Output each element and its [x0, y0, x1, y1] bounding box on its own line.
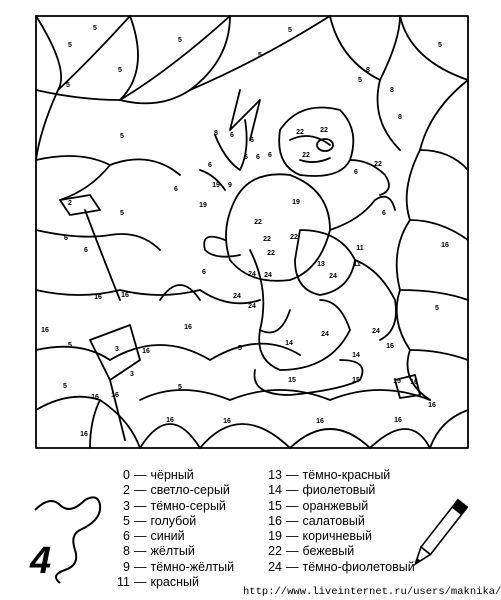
legend-dash: —	[134, 575, 147, 590]
region-number: 16	[111, 391, 119, 399]
legend-color-name: фиолетовый	[302, 483, 376, 498]
legend-dash: —	[286, 468, 299, 482]
legend-item	[260, 483, 415, 498]
legend-number: 11	[117, 575, 130, 590]
legend-dash: —	[286, 498, 299, 513]
region-number: 5	[435, 304, 439, 312]
legend-number: 14	[268, 483, 282, 498]
legend-color-name: красный	[150, 575, 199, 590]
region-number: 22	[302, 151, 310, 159]
legend-number: 9	[123, 559, 130, 574]
legend-dash: —	[134, 559, 147, 574]
legend-dash: —	[134, 529, 147, 544]
region-number: 15	[352, 376, 360, 384]
region-number: 24	[329, 272, 337, 280]
region-number: 16	[80, 430, 88, 438]
legend-dash: —	[134, 483, 147, 498]
region-number: 5	[120, 209, 124, 217]
legend-item	[108, 544, 234, 559]
legend-color-name: тёмно-серый	[150, 498, 226, 513]
legend-color-name: тёмно-красный	[302, 468, 391, 482]
legend-item	[260, 514, 415, 529]
region-number: 24	[321, 330, 329, 338]
region-number: 8	[214, 129, 218, 137]
legend-color-name: тёмно-фиолетовый	[302, 559, 415, 574]
legend-item	[260, 468, 415, 483]
squiggle-line-icon	[30, 495, 110, 585]
region-number: 3	[115, 345, 119, 353]
region-number: 5	[120, 132, 124, 140]
region-number: 22	[263, 235, 271, 243]
region-number: 5	[68, 341, 72, 349]
legend-number: 19	[268, 529, 282, 544]
pencil-icon	[408, 490, 468, 580]
color-legend-left	[108, 468, 234, 590]
legend-number: 15	[268, 498, 282, 513]
legend-item	[260, 560, 415, 575]
region-number: 16	[394, 416, 402, 424]
region-number: 6	[202, 268, 206, 276]
region-number: 24	[248, 302, 256, 310]
region-number: 16	[386, 342, 394, 350]
region-number: 16	[428, 401, 436, 409]
legend-item	[108, 468, 234, 483]
legend-dash: —	[134, 544, 147, 559]
region-number: 24	[264, 271, 272, 279]
source-url: http://www.liveinternet.ru/users/maknika/	[243, 586, 501, 598]
region-number: 16	[41, 326, 49, 334]
legend-dash: —	[286, 559, 299, 574]
legend-item	[108, 483, 234, 498]
region-number: 6	[208, 161, 212, 169]
legend-number: 0	[123, 468, 130, 482]
region-number: 16	[184, 323, 192, 331]
region-number: 5	[66, 81, 70, 89]
legend-number: 5	[123, 513, 130, 528]
region-number: 5	[358, 76, 362, 84]
region-number: 14	[352, 351, 360, 359]
region-number: 16	[441, 241, 449, 249]
region-number: 16	[121, 291, 129, 299]
region-number: 22	[296, 128, 304, 136]
region-number: 6	[268, 151, 272, 159]
region-number: 5	[178, 36, 182, 44]
legend-number: 24	[268, 559, 282, 574]
region-number: 9	[228, 181, 232, 189]
legend-number: 22	[268, 544, 282, 559]
region-number: 24	[372, 327, 380, 335]
region-number: 6	[250, 136, 254, 144]
region-number: 11	[353, 260, 361, 268]
region-number: 5	[178, 383, 182, 391]
legend-color-name: салатовый	[302, 513, 365, 528]
region-number: 14	[285, 339, 293, 347]
region-number: 19	[292, 198, 300, 206]
legend-dash: —	[286, 513, 299, 528]
legend-dash: —	[286, 483, 299, 498]
legend-number: 8	[123, 544, 130, 559]
region-number: 16	[410, 378, 418, 386]
region-number: 24	[248, 270, 256, 278]
region-number: 6	[230, 131, 234, 139]
legend-dash: —	[134, 513, 147, 528]
region-number: 22	[374, 160, 382, 168]
legend-dash: —	[286, 529, 299, 544]
legend-number: 13	[268, 468, 282, 482]
legend-number: 6	[123, 529, 130, 544]
region-number: 5	[258, 51, 262, 59]
region-number: 2	[68, 199, 72, 207]
region-numbers	[41, 25, 449, 438]
legend-color-name: синий	[150, 529, 185, 544]
legend-item	[260, 544, 415, 559]
legend-item	[108, 514, 234, 529]
region-number: 22	[267, 249, 275, 257]
legend-number: 3	[123, 498, 130, 513]
region-number: 6	[244, 153, 248, 161]
legend-color-name: бежевый	[302, 544, 355, 559]
legend-dash: —	[134, 468, 147, 482]
region-number: 13	[317, 260, 325, 268]
legend-color-name: тёмно-жёлтый	[150, 559, 235, 574]
region-number: 6	[354, 168, 358, 176]
legend-color-name: жёлтый	[150, 544, 195, 559]
region-number: 6	[382, 209, 386, 217]
region-number: 11	[356, 244, 364, 252]
region-number: 5	[288, 26, 292, 34]
region-number: 5	[118, 66, 122, 74]
region-number: 16	[91, 393, 99, 401]
region-number: 8	[398, 113, 402, 121]
region-number: 8	[390, 86, 394, 94]
region-number: 24	[233, 292, 241, 300]
legend-color-name: чёрный	[150, 468, 194, 482]
legend-item	[108, 499, 234, 514]
region-number: 3	[130, 370, 134, 378]
region-number: 5	[238, 344, 242, 352]
page-number: 4	[30, 540, 52, 582]
region-number: 16	[94, 293, 102, 301]
region-number: 19	[212, 181, 220, 189]
legend-item	[108, 529, 234, 544]
region-number: 6	[174, 185, 178, 193]
legend-color-name: коричневый	[302, 529, 372, 544]
legend-dash: —	[134, 498, 147, 513]
region-number: 5	[68, 41, 72, 49]
region-number: 6	[256, 153, 260, 161]
region-number: 5	[438, 41, 442, 49]
region-number: 15	[393, 377, 401, 385]
legend-dash: —	[286, 544, 299, 559]
legend-color-name: светло-серый	[150, 483, 230, 498]
region-number: 19	[199, 201, 207, 209]
color-legend-right	[260, 468, 415, 575]
legend-number: 2	[123, 483, 130, 498]
legend-color-name: голубой	[150, 513, 197, 528]
region-number: 16	[316, 417, 324, 425]
region-number: 16	[223, 417, 231, 425]
region-number: 22	[290, 233, 298, 241]
region-number: 22	[320, 126, 328, 134]
region-number: 5	[93, 24, 97, 32]
region-number: 16	[142, 347, 150, 355]
region-number: 6	[64, 234, 68, 242]
legend-color-name: оранжевый	[302, 498, 369, 513]
region-number: 22	[254, 218, 262, 226]
region-number: 8	[366, 66, 370, 74]
legend-item	[108, 575, 234, 590]
region-number: 15	[288, 376, 296, 384]
region-number: 5	[63, 382, 67, 390]
legend-item	[108, 560, 234, 575]
region-number: 16	[166, 416, 174, 424]
region-number: 6	[84, 246, 88, 254]
legend-item	[260, 499, 415, 514]
legend-number: 16	[268, 513, 282, 528]
legend-item	[260, 529, 415, 544]
